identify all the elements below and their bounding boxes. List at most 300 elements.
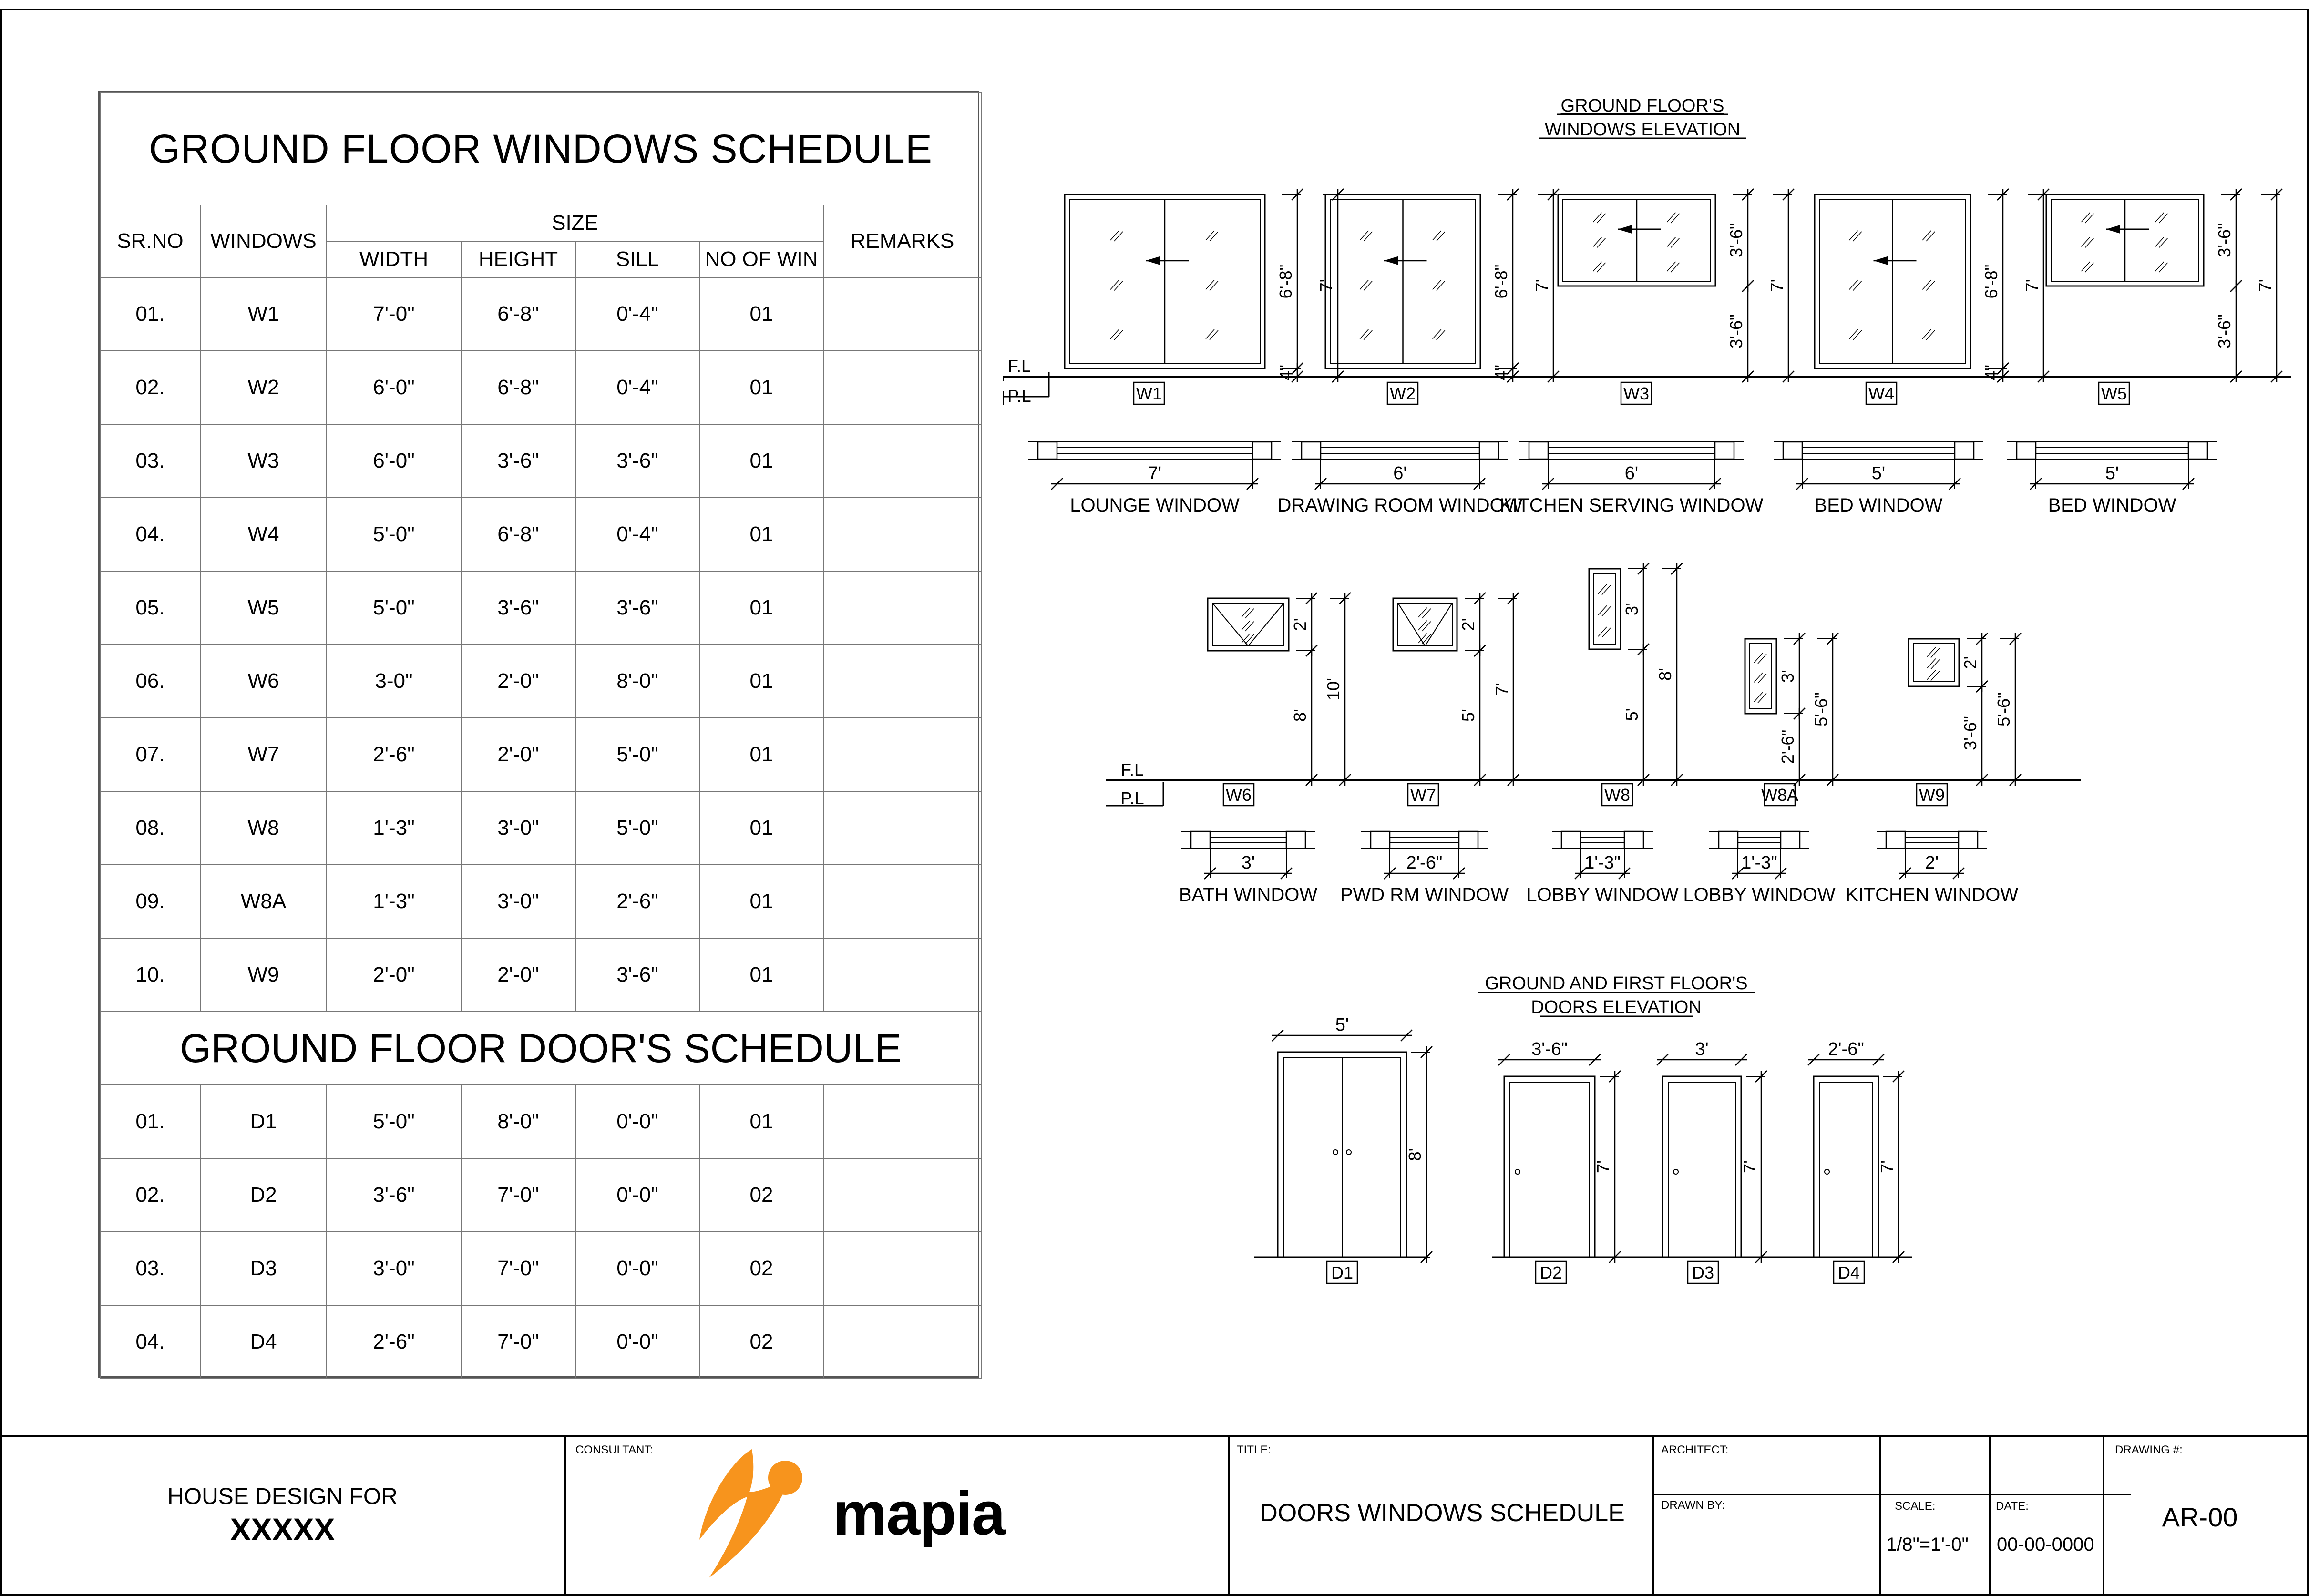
pl-label: P.L [1120, 788, 1144, 808]
total-dimension: 7' [1492, 683, 1511, 696]
cell-sill: 8'-0" [575, 645, 699, 718]
cell-sill: 3'-6" [575, 938, 699, 1012]
total-dimension: 7' [1767, 279, 1786, 292]
glass-hatch [1593, 262, 1602, 271]
glass-hatch [1922, 231, 1931, 240]
cell-sr: 06. [100, 645, 200, 718]
cell-name: W1 [200, 277, 327, 351]
glass-hatch [1242, 621, 1250, 630]
cell-height: 2'-0" [461, 938, 575, 1012]
height-dimension: 3' [1778, 670, 1797, 683]
glass-hatch [1422, 622, 1431, 631]
architect-label: ARCHITECT: [1661, 1443, 1729, 1456]
awning-line [1398, 603, 1425, 646]
glass-hatch [1927, 670, 1936, 680]
width-dimension: 7' [1148, 463, 1162, 483]
window-name: KITCHEN WINDOW [1845, 884, 2019, 905]
scale-cell [1879, 1435, 1989, 1596]
glass-hatch [2085, 238, 2094, 247]
glass-hatch [1667, 237, 1676, 246]
cell-sr: 08. [100, 791, 200, 865]
cell-name: D3 [200, 1232, 327, 1305]
project-cell [0, 1435, 565, 1596]
wall-stub [1719, 831, 1738, 849]
glass-hatch [1922, 280, 1931, 289]
window-name: BATH WINDOW [1179, 884, 1318, 905]
sill-dimension: 3'-6" [1726, 314, 1746, 348]
glass-hatch [1598, 627, 1607, 636]
drawing-title: DOORS WINDOWS SCHEDULE [1260, 1499, 1625, 1527]
door-knob-icon [1346, 1150, 1351, 1155]
cell-height: 6'-8" [461, 277, 575, 351]
date-value: 00-00-0000 [1997, 1534, 2094, 1555]
cell-name: W7 [200, 718, 327, 791]
cell-width: 5'-0" [327, 1085, 461, 1158]
cell-sill: 0'-0" [575, 1232, 699, 1305]
height-dimension: 3'-6" [2215, 223, 2234, 257]
header-remarks: REMARKS [823, 205, 981, 277]
sill-dimension: 4" [1491, 365, 1511, 380]
cell-name: W3 [200, 424, 327, 498]
sill-dimension: 2'-6" [1778, 729, 1797, 764]
sill-dimension: 5' [1622, 708, 1642, 721]
door-tag: D2 [1539, 1263, 1562, 1282]
height-dimension: 3'-6" [1726, 223, 1746, 257]
cell-count: 01 [699, 277, 823, 351]
cell-name: W5 [200, 571, 327, 645]
cell-width: 2'-0" [327, 938, 461, 1012]
glass-hatch [1754, 653, 1763, 663]
total-dimension: 7' [1532, 279, 1551, 292]
glass-hatch [1667, 262, 1676, 271]
door-knob-icon [1673, 1169, 1678, 1174]
glass-hatch [1206, 329, 1214, 339]
project-name-line1: HOUSE DESIGN FOR [167, 1484, 398, 1509]
width-dimension: 3' [1241, 853, 1255, 873]
cell-sill: 0'-4" [575, 498, 699, 571]
consultant-label: CONSULTANT: [575, 1443, 654, 1456]
cell-width: 5'-0" [327, 571, 461, 645]
wall-stub [1286, 831, 1305, 849]
glass-hatch [1433, 329, 1441, 339]
door-tag: D3 [1692, 1263, 1714, 1282]
cell-name: W6 [200, 645, 327, 718]
cell-count: 01 [699, 424, 823, 498]
cell-sr: 02. [100, 1158, 200, 1232]
wall-stub [2017, 442, 2036, 459]
window-name: PWD RM WINDOW [1340, 884, 1509, 905]
wall-stub [1715, 442, 1734, 459]
cell-width: 3-0" [327, 645, 461, 718]
cell-sr: 02. [100, 351, 200, 424]
slide-arrow-head [2106, 225, 2120, 234]
window-tag: W7 [1410, 785, 1436, 805]
total-dimension: 5'-6" [1994, 692, 2013, 726]
glass-hatch [2159, 238, 2168, 247]
glass-hatch [2155, 237, 2164, 246]
door-height-dimension: 8' [1405, 1148, 1425, 1161]
glass-hatch [1433, 231, 1441, 240]
cell-width: 1'-3" [327, 791, 461, 865]
drawing-number: AR-00 [2162, 1502, 2238, 1532]
glass-hatch [1931, 671, 1940, 681]
title-label: TITLE: [1237, 1443, 1272, 1456]
cell-height: 6'-8" [461, 351, 575, 424]
glass-hatch [1931, 660, 1940, 669]
window-name: KITCHEN SERVING WINDOW [1499, 495, 1764, 516]
cell-name: D1 [200, 1085, 327, 1158]
cell-count: 01 [699, 938, 823, 1012]
cell-count: 01 [699, 791, 823, 865]
width-dimension: 1'-3" [1741, 853, 1777, 873]
glass-hatch [1671, 214, 1680, 223]
cell-name: W9 [200, 938, 327, 1012]
windows-elevation-title-2: WINDOWS ELEVATION [1544, 120, 1741, 140]
glass-hatch [1110, 329, 1119, 339]
door-frame [1662, 1076, 1741, 1257]
wall-stub [1191, 831, 1210, 849]
sill-dimension: 3'-6" [2215, 314, 2234, 348]
cell-name: W4 [200, 498, 327, 571]
cell-height: 7'-0" [461, 1305, 575, 1379]
door-tag: D4 [1837, 1263, 1860, 1282]
cell-name: D4 [200, 1305, 327, 1379]
glass-hatch [1360, 231, 1368, 240]
drawing-number-cell [2103, 1435, 2309, 1596]
header-windows: WINDOWS [200, 205, 327, 277]
glass-hatch [1364, 232, 1372, 241]
mapia-logo-text: mapia [833, 1480, 1005, 1548]
glass-hatch [1853, 232, 1862, 241]
door-width-dimension: 3' [1695, 1039, 1709, 1059]
cell-name: W8A [200, 865, 327, 938]
glass-hatch [2082, 237, 2090, 246]
glass-hatch [1926, 281, 1935, 290]
door-height-dimension: 7' [1593, 1160, 1613, 1173]
glass-hatch [1114, 232, 1123, 241]
cell-count: 01 [699, 1085, 823, 1158]
cell-height: 6'-8" [461, 498, 575, 571]
sill-dimension: 4" [1981, 365, 2001, 380]
glass-hatch [1110, 231, 1119, 240]
window-name: BED WINDOW [1814, 495, 1943, 516]
door-knob-icon [1515, 1169, 1520, 1174]
cell-width: 1'-3" [327, 865, 461, 938]
cell-count: 02 [699, 1158, 823, 1232]
glass-hatch [1110, 280, 1119, 289]
cell-width: 3'-6" [327, 1158, 461, 1232]
cell-count: 02 [699, 1232, 823, 1305]
title-block [0, 1435, 2309, 1596]
cell-width: 3'-0" [327, 1232, 461, 1305]
window-name: LOUNGE WINDOW [1070, 495, 1240, 516]
cell-width: 2'-6" [327, 718, 461, 791]
cell-height: 7'-0" [461, 1158, 575, 1232]
wall-stub [1783, 442, 1802, 459]
glass-hatch [1602, 628, 1611, 637]
drawn-by-label: DRAWN BY: [1661, 1499, 1725, 1512]
doors-elevation-title-2: DOORS ELEVATION [1531, 997, 1702, 1017]
glass-hatch [2159, 263, 2168, 272]
glass-hatch [1922, 329, 1931, 339]
glass-hatch [1364, 330, 1372, 340]
glass-hatch [1927, 647, 1936, 657]
glass-hatch [1422, 609, 1431, 618]
width-dimension: 2' [1925, 853, 1939, 873]
height-dimension: 2' [1458, 618, 1478, 631]
window-frame [1909, 639, 1959, 686]
cell-count: 01 [699, 498, 823, 571]
glass-hatch [1931, 648, 1940, 658]
glass-hatch [2085, 263, 2094, 272]
glass-hatch [2159, 214, 2168, 223]
wall-stub [1371, 831, 1390, 849]
glass-hatch [1206, 280, 1214, 289]
header-sr-no: SR.NO [100, 205, 200, 277]
window-tag: W9 [1919, 785, 1945, 805]
height-dimension: 6'-8" [1276, 264, 1295, 299]
window-name: LOBBY WINDOW [1526, 884, 1679, 905]
glass-hatch [1849, 280, 1858, 289]
wall-stub [1038, 442, 1057, 459]
height-dimension: 3' [1622, 603, 1642, 615]
height-dimension: 2' [1290, 618, 1310, 631]
door-width-dimension: 3'-6" [1531, 1039, 1568, 1059]
drawing-number-label: DRAWING #: [2115, 1443, 2183, 1456]
width-dimension: 5' [2105, 463, 2119, 483]
window-tag: W4 [1868, 384, 1894, 403]
wall-stub [1781, 831, 1800, 849]
glass-hatch [1433, 280, 1441, 289]
glass-hatch [1597, 238, 1606, 247]
cell-sr: 07. [100, 718, 200, 791]
cell-count: 02 [699, 1305, 823, 1379]
glass-hatch [1671, 238, 1680, 247]
window-name: DRAWING ROOM WINDOW [1277, 495, 1523, 516]
date-cell [1989, 1435, 2104, 1596]
header-no-of-win: NO OF WIN [699, 241, 823, 277]
glass-hatch [1418, 621, 1427, 630]
glass-hatch [1418, 608, 1427, 617]
glass-hatch [1206, 231, 1214, 240]
total-dimension: 8' [1655, 668, 1675, 681]
cell-width: 7'-0" [327, 277, 461, 351]
glass-hatch [1849, 329, 1858, 339]
glass-hatch [1927, 659, 1936, 668]
width-dimension: 6' [1393, 463, 1407, 483]
height-dimension: 6'-8" [1491, 264, 1511, 299]
door-height-dimension: 7' [1740, 1160, 1759, 1173]
awning-line [1212, 603, 1248, 646]
consultant-cell [564, 1435, 1228, 1596]
wall-stub [1252, 442, 1272, 459]
cell-height: 7'-0" [461, 1232, 575, 1305]
cell-sr: 01. [100, 1085, 200, 1158]
glass-hatch [1437, 330, 1445, 340]
cell-count: 01 [699, 571, 823, 645]
width-dimension: 5' [1871, 463, 1886, 483]
architect-cell [1652, 1435, 1879, 1596]
glass-hatch [1671, 263, 1680, 272]
cell-sill: 5'-0" [575, 718, 699, 791]
glass-hatch [1597, 214, 1606, 223]
cell-sr: 10. [100, 938, 200, 1012]
glass-hatch [1364, 281, 1372, 290]
glass-hatch [1593, 237, 1602, 246]
glass-hatch [1853, 281, 1862, 290]
door-frame [1504, 1076, 1595, 1257]
cell-sr: 01. [100, 277, 200, 351]
window-tag: W2 [1390, 384, 1416, 403]
fl-label: F.L [1120, 760, 1144, 779]
sill-dimension: 4" [1276, 365, 1295, 380]
wall-stub [1624, 831, 1643, 849]
slide-arrow-head [1618, 225, 1632, 234]
windows-schedule-title: GROUND FLOOR WINDOWS SCHEDULE [100, 92, 981, 205]
window-tag: W3 [1623, 384, 1649, 403]
cell-name: W2 [200, 351, 327, 424]
glass-hatch [1242, 634, 1250, 643]
glass-hatch [1593, 213, 1602, 222]
date-label: DATE: [1996, 1500, 2029, 1513]
cell-height: 2'-0" [461, 645, 575, 718]
scale-label: SCALE: [1895, 1500, 1936, 1513]
glass-hatch [1754, 692, 1763, 702]
wall-stub [1459, 831, 1478, 849]
wall-stub [1886, 831, 1905, 849]
glass-hatch [1602, 606, 1611, 616]
slide-arrow-head [1384, 256, 1398, 265]
doors-elevation-title-1: GROUND AND FIRST FLOOR'S [1485, 973, 1748, 993]
cell-sill: 0'-0" [575, 1085, 699, 1158]
glass-hatch [1245, 622, 1254, 631]
cell-width: 6'-0" [327, 424, 461, 498]
glass-hatch [1245, 609, 1254, 618]
wall-stub [2188, 442, 2207, 459]
window-tag: W5 [2101, 384, 2127, 403]
glass-hatch [1210, 330, 1218, 340]
door-width-dimension: 5' [1335, 1015, 1349, 1035]
cell-count: 01 [699, 645, 823, 718]
cell-sill: 0'-0" [575, 1305, 699, 1379]
scale-value: 1/8"=1'-0" [1886, 1534, 1969, 1555]
glass-hatch [1210, 232, 1218, 241]
glass-hatch [1926, 330, 1935, 340]
cell-sr: 03. [100, 1232, 200, 1305]
window-tag: W1 [1136, 384, 1162, 403]
header-size: SIZE [327, 205, 823, 241]
width-dimension: 2'-6" [1406, 853, 1443, 873]
cell-height: 8'-0" [461, 1085, 575, 1158]
total-dimension: 7' [2255, 279, 2275, 292]
sill-dimension: 3'-6" [1960, 716, 1980, 750]
windows-elevation-title-1: GROUND FLOOR'S [1560, 96, 1724, 116]
cell-sr: 04. [100, 498, 200, 571]
pl-label: P.L [1007, 386, 1031, 406]
glass-hatch [2082, 262, 2090, 271]
doors-schedule-title: GROUND FLOOR DOOR'S SCHEDULE [100, 1012, 981, 1085]
door-height-dimension: 7' [1877, 1160, 1897, 1173]
door-width-dimension: 2'-6" [1828, 1039, 1864, 1059]
glass-hatch [1245, 634, 1254, 644]
wall-stub [1302, 442, 1321, 459]
sill-dimension: 5' [1458, 709, 1478, 722]
glass-hatch [1598, 605, 1607, 615]
header-height: HEIGHT [461, 241, 575, 277]
glass-hatch [2082, 213, 2090, 222]
glass-hatch [1926, 232, 1935, 241]
window-tag: W8A [1761, 785, 1799, 805]
glass-hatch [2085, 214, 2094, 223]
door-leaf [1668, 1082, 1735, 1257]
cell-sill: 0'-0" [575, 1158, 699, 1232]
glass-hatch [1598, 584, 1607, 594]
wall-stub [1529, 442, 1548, 459]
total-dimension: 7' [2022, 279, 2042, 292]
window-inner-frame [1750, 644, 1772, 709]
cell-name: W8 [200, 791, 327, 865]
glass-hatch [1667, 213, 1676, 222]
wall-stub [1959, 831, 1978, 849]
project-name-line2: XXXXX [230, 1512, 335, 1547]
height-dimension: 6'-8" [1981, 264, 2001, 299]
door-leaf [1510, 1082, 1589, 1257]
door-frame [1814, 1076, 1878, 1257]
cell-height: 3'-0" [461, 791, 575, 865]
wall-stub [1561, 831, 1580, 849]
glass-hatch [1853, 330, 1862, 340]
wall-stub [1479, 442, 1498, 459]
sill-dimension: 8' [1290, 709, 1310, 722]
window-tag: W6 [1226, 785, 1252, 805]
cell-height: 3'-6" [461, 571, 575, 645]
cell-height: 2'-0" [461, 718, 575, 791]
cell-name: D2 [200, 1158, 327, 1232]
cell-count: 01 [699, 865, 823, 938]
slide-arrow-head [1874, 256, 1888, 265]
cell-sill: 5'-0" [575, 791, 699, 865]
header-sill: SILL [575, 241, 699, 277]
window-name: BED WINDOW [2048, 495, 2176, 516]
height-dimension: 2' [1960, 656, 1980, 669]
cell-sr: 05. [100, 571, 200, 645]
glass-hatch [1758, 654, 1766, 664]
cell-sill: 0'-4" [575, 351, 699, 424]
total-dimension: 10' [1324, 678, 1343, 700]
glass-hatch [1758, 674, 1766, 683]
cell-sill: 2'-6" [575, 865, 699, 938]
awning-line [1425, 603, 1452, 646]
wall-stub [1955, 442, 1974, 459]
cell-height: 3'-6" [461, 424, 575, 498]
cell-sill: 3'-6" [575, 571, 699, 645]
slide-arrow-head [1146, 256, 1160, 265]
fl-label: F.L [1007, 356, 1031, 376]
glass-hatch [1758, 693, 1766, 703]
width-dimension: 6' [1624, 463, 1639, 483]
cell-count: 01 [699, 351, 823, 424]
glass-hatch [1597, 263, 1606, 272]
total-dimension: 5'-6" [1811, 692, 1831, 726]
glass-hatch [1437, 232, 1445, 241]
cell-width: 6'-0" [327, 351, 461, 424]
cell-sr: 03. [100, 424, 200, 498]
window-name: LOBBY WINDOW [1683, 884, 1836, 905]
width-dimension: 1'-3" [1584, 853, 1621, 873]
cell-height: 3'-0" [461, 865, 575, 938]
mapia-logo-icon [695, 1444, 809, 1583]
glass-hatch [1114, 330, 1123, 340]
